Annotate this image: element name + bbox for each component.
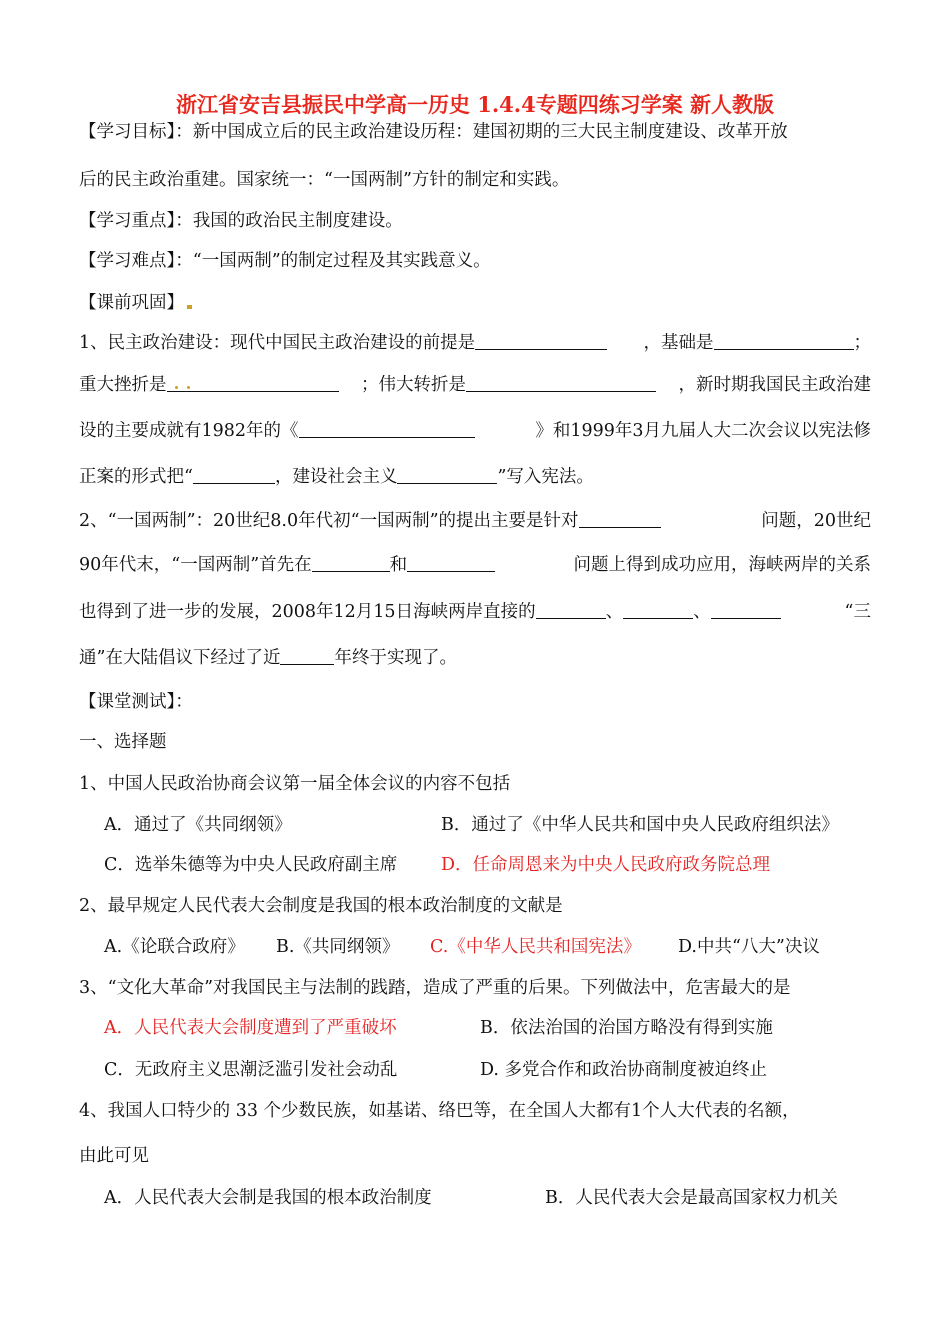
q1-text-k: ”写入宪法。 bbox=[497, 467, 594, 487]
q2-line-1 bbox=[79, 509, 871, 533]
q1-text-d: 重大挫折是 bbox=[79, 373, 339, 397]
q1-text-f: ，新时期我国民主政治建 bbox=[678, 375, 871, 395]
q1-text-b: ，基础是 ； bbox=[643, 333, 871, 353]
q2-text-j: 通”在大陆倡议下经过了近 bbox=[79, 648, 281, 668]
q2-line-2 bbox=[79, 553, 871, 577]
blank-foundation[interactable] bbox=[714, 331, 854, 350]
highlight-mark-icon bbox=[187, 305, 192, 309]
mc4-option-a[interactable]: A．人民代表大会制是我国的根本政治制度 bbox=[104, 1188, 432, 1208]
blank-setback[interactable] bbox=[203, 373, 339, 392]
mc4-option-b[interactable]: B．人民代表大会是最高国家权力机关 bbox=[545, 1188, 838, 1208]
blank-region-2[interactable] bbox=[407, 553, 495, 572]
focus-label: 【学习重点】： bbox=[79, 211, 193, 231]
mc1-option-a[interactable]: A．通过了《共同纲领》 bbox=[104, 815, 292, 835]
blank-link-3[interactable] bbox=[711, 600, 781, 619]
mc2-stem: 2、最早规定人民代表大会制度是我国的根本政治制度的文献是 bbox=[79, 896, 563, 916]
blank-region-1[interactable] bbox=[312, 553, 390, 572]
q1-line-4 bbox=[79, 465, 594, 489]
blank-turning-point[interactable] bbox=[466, 373, 656, 392]
mc3-option-d[interactable]: D. 多党合作和政治协商制度被迫终止 bbox=[480, 1060, 768, 1080]
q2-text-a: 2、“一国两制”：20世纪8.0年代初“一国两制”的提出主要是针对 bbox=[79, 509, 661, 533]
mc3-option-a-answer[interactable]: A．人民代表大会制度遭到了严重破坏 bbox=[104, 1018, 397, 1038]
blank-link-2[interactable] bbox=[623, 600, 693, 619]
goal-line-2: 后的民主政治重建。国家统一：“一国两制”方针的制定和实践。 bbox=[79, 170, 570, 190]
section-choice-heading: 一、选择题 bbox=[79, 732, 167, 752]
q1-line-3 bbox=[79, 419, 871, 443]
q2-text-f: 也得到了进一步的发展，2008年12月15日海峡两岸直接的 、 、 bbox=[79, 600, 781, 624]
mc1-option-c[interactable]: C．选举朱德等为中央人民政府副主席 bbox=[104, 855, 398, 875]
mc4-stem-line-1: 4、我国人口特少的 33 个少数民族，如基诺、络巴等，在全国人大都有1个人大代表的名额， bbox=[79, 1101, 800, 1121]
mc1-stem: 1、中国人民政治协商会议第一届全体会议的内容不包括 bbox=[79, 774, 511, 794]
mc3-option-b[interactable]: B．依法治国的治国方略没有得到实施 bbox=[480, 1018, 773, 1038]
q2-text-b: 问题，20世纪 bbox=[761, 511, 871, 531]
preview-heading bbox=[79, 291, 192, 315]
blank-issue[interactable] bbox=[579, 509, 661, 528]
blank-socialism[interactable] bbox=[397, 465, 497, 484]
preview-label: 【课前巩固】 bbox=[79, 293, 184, 313]
q1-text-h: 》和1999年3月九届人大二次会议以宪法修 bbox=[535, 421, 871, 441]
q1-text-j: ，建设社会主义 bbox=[274, 467, 398, 487]
q2-line-3 bbox=[79, 600, 871, 624]
q2-text-c: 90年代末，“一国两制”首先在 和 bbox=[79, 553, 495, 577]
q2-text-i: “三 bbox=[844, 602, 871, 622]
mc2-option-b[interactable]: B.《共同纲领》 bbox=[276, 937, 400, 957]
q1-text-a: 1、民主政治建设：现代中国民主政治建设的前提是 bbox=[79, 331, 607, 355]
classtest-heading: 【课堂测试】： bbox=[79, 692, 193, 712]
mc3-stem: 3、“文化大革命”对我国民主与法制的践踏，造成了严重的后果。下列做法中，危害最大的是 bbox=[79, 978, 791, 998]
mc2-option-d[interactable]: D.中共“八大”决议 bbox=[678, 937, 820, 957]
blank-rule-of-law[interactable] bbox=[193, 465, 275, 484]
mc2-option-a[interactable]: A.《论联合政府》 bbox=[104, 937, 245, 957]
blank-constitution[interactable] bbox=[299, 419, 475, 438]
document-title: 浙江省安吉县振民中学高一历史 1.4.4专题四练习学案 新人教版 bbox=[175, 92, 775, 117]
mc1-option-d-answer[interactable]: D．任命周恩来为中央人民政府政务院总理 bbox=[441, 855, 771, 875]
q2-text-e: 问题上得到成功应用，海峡两岸的关系 bbox=[573, 555, 871, 575]
blank-setback-prefix bbox=[167, 373, 203, 392]
q1-line-1 bbox=[79, 331, 871, 355]
mc4-stem-line-2: 由此可见 bbox=[79, 1146, 149, 1166]
q1-text-e: ；伟大转折是 bbox=[361, 373, 656, 397]
mc1-option-b[interactable]: B．通过了《中华人民共和国中央人民政府组织法》 bbox=[441, 815, 839, 835]
goal-line-1 bbox=[79, 120, 788, 144]
q1-text-g: 设的主要成就有1982年的《 bbox=[79, 419, 475, 443]
q1-line-2 bbox=[79, 373, 871, 397]
focus-line bbox=[79, 209, 403, 233]
q1-text-i: 正案的形式把“ bbox=[79, 467, 193, 487]
difficulty-text: “一国两制”的制定过程及其实践意义。 bbox=[192, 251, 491, 271]
focus-text: 我国的政治民主制度建设。 bbox=[192, 211, 403, 231]
mc3-option-c[interactable]: C．无政府主义思潮泛滥引发社会动乱 bbox=[104, 1060, 398, 1080]
difficulty-line bbox=[79, 249, 491, 273]
mc2-option-c-answer[interactable]: C.《中华人民共和国宪法》 bbox=[430, 937, 641, 957]
q2-line-4 bbox=[79, 646, 457, 670]
goal-label: 【学习目标】： bbox=[79, 122, 193, 142]
goal-text-1: 新中国成立后的民主政治建设历程：建国初期的三大民主制度建设、改革开放 bbox=[192, 122, 788, 142]
blank-premise[interactable] bbox=[475, 331, 607, 350]
q2-text-k: 年终于实现了。 bbox=[334, 648, 457, 668]
blank-years[interactable] bbox=[280, 646, 334, 665]
blank-link-1[interactable] bbox=[536, 600, 606, 619]
difficulty-label: 【学习难点】： bbox=[79, 251, 193, 271]
